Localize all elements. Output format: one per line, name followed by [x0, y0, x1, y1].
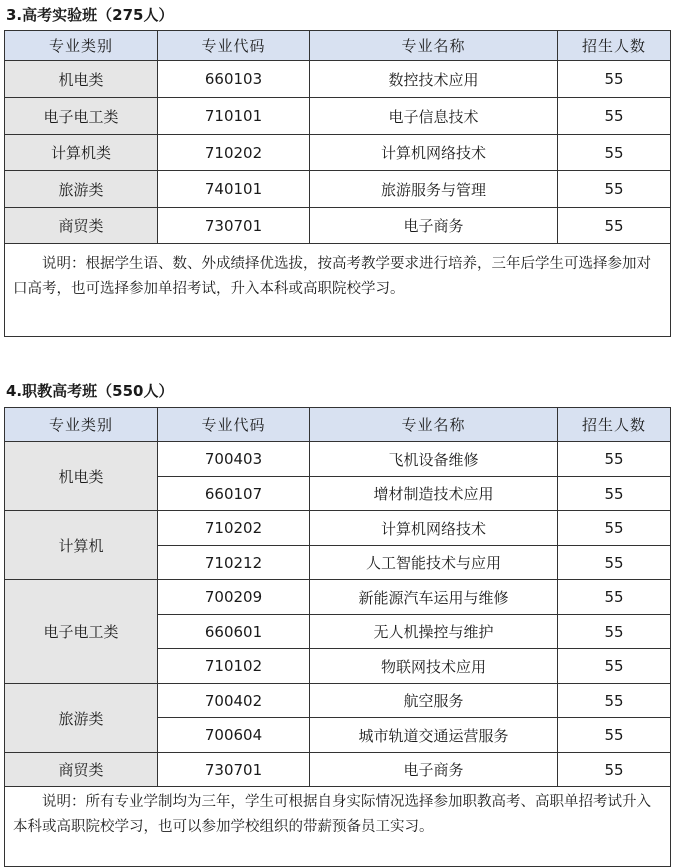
category-cell: 计算机类: [5, 135, 158, 171]
table-row: [5, 208, 671, 244]
category-cell: 电子电工类: [5, 580, 158, 684]
header-count: 招生人数: [558, 31, 671, 61]
count-cell: 55: [558, 442, 671, 477]
code-cell: 740101: [158, 171, 310, 208]
code-cell: 710102: [158, 649, 310, 684]
section4-header-row: [5, 408, 671, 442]
count-cell: 55: [558, 718, 671, 753]
section3-header-row: [5, 31, 671, 61]
major-name-cell: 城市轨道交通运营服务: [310, 718, 558, 753]
count-cell: 55: [558, 477, 671, 511]
major-name-cell: 无人机操控与维护: [310, 615, 558, 649]
major-name-cell: 电子商务: [310, 208, 558, 244]
code-cell: 660107: [158, 477, 310, 511]
count-cell: 55: [558, 580, 671, 615]
header-name: 专业名称: [310, 408, 558, 442]
header-code: 专业代码: [158, 408, 310, 442]
section4-table: [4, 407, 671, 867]
count-cell: 55: [558, 615, 671, 649]
category-cell: 机电类: [5, 442, 158, 511]
major-name-cell: 物联网技术应用: [310, 649, 558, 684]
header-category: 专业类别: [5, 31, 158, 61]
table-row: [5, 61, 671, 98]
count-cell: 55: [558, 171, 671, 208]
major-name-cell: 电子商务: [310, 753, 558, 787]
count-cell: 55: [558, 208, 671, 244]
table-row: [5, 580, 671, 615]
major-name-cell: 数控技术应用: [310, 61, 558, 98]
count-cell: 55: [558, 753, 671, 787]
count-cell: 55: [558, 135, 671, 171]
header-code: 专业代码: [158, 31, 310, 61]
major-name-cell: 新能源汽车运用与维修: [310, 580, 558, 615]
section3-note: 说明：根据学生语、数、外成绩择优选拔，按高考教学要求进行培养，三年后学生可选择参加对口高考，也可选择参加单招考试，升入本科或高职院校学习。: [5, 244, 671, 337]
table-row: [5, 753, 671, 787]
category-cell: 计算机: [5, 511, 158, 580]
major-name-cell: 计算机网络技术: [310, 511, 558, 546]
category-cell: 商贸类: [5, 208, 158, 244]
code-cell: 700402: [158, 684, 310, 718]
header-category: 专业类别: [5, 408, 158, 442]
count-cell: 55: [558, 98, 671, 135]
section4-title: 4.职教高考班（550人）: [6, 382, 174, 400]
count-cell: 55: [558, 511, 671, 546]
code-cell: 700604: [158, 718, 310, 753]
note-row: [5, 244, 671, 337]
header-name: 专业名称: [310, 31, 558, 61]
section4-note: 说明：所有专业学制均为三年，学生可根据自身实际情况选择参加职教高考、高职单招考试升入本科或高职院校学习，也可以参加学校组织的带薪预备员工实习。: [5, 787, 671, 867]
code-cell: 730701: [158, 208, 310, 244]
count-cell: 55: [558, 61, 671, 98]
code-cell: 660601: [158, 615, 310, 649]
code-cell: 710101: [158, 98, 310, 135]
category-cell: 旅游类: [5, 684, 158, 753]
code-cell: 730701: [158, 753, 310, 787]
category-cell: 旅游类: [5, 171, 158, 208]
table-row: [5, 171, 671, 208]
table-row: [5, 98, 671, 135]
category-cell: 商贸类: [5, 753, 158, 787]
table-row: [5, 511, 671, 546]
table-row: [5, 135, 671, 171]
major-name-cell: 人工智能技术与应用: [310, 546, 558, 580]
count-cell: 55: [558, 684, 671, 718]
major-name-cell: 电子信息技术: [310, 98, 558, 135]
category-cell: 机电类: [5, 61, 158, 98]
code-cell: 710212: [158, 546, 310, 580]
section3-title: 3.高考实验班（275人）: [6, 6, 174, 24]
category-cell: 电子电工类: [5, 98, 158, 135]
major-name-cell: 增材制造技术应用: [310, 477, 558, 511]
code-cell: 700209: [158, 580, 310, 615]
count-cell: 55: [558, 546, 671, 580]
major-name-cell: 飞机设备维修: [310, 442, 558, 477]
code-cell: 710202: [158, 135, 310, 171]
major-name-cell: 航空服务: [310, 684, 558, 718]
header-count: 招生人数: [558, 408, 671, 442]
section3-table: [4, 30, 671, 337]
table-row: [5, 442, 671, 477]
note-row: [5, 787, 671, 867]
major-name-cell: 旅游服务与管理: [310, 171, 558, 208]
code-cell: 700403: [158, 442, 310, 477]
count-cell: 55: [558, 649, 671, 684]
code-cell: 710202: [158, 511, 310, 546]
code-cell: 660103: [158, 61, 310, 98]
major-name-cell: 计算机网络技术: [310, 135, 558, 171]
table-row: [5, 684, 671, 718]
